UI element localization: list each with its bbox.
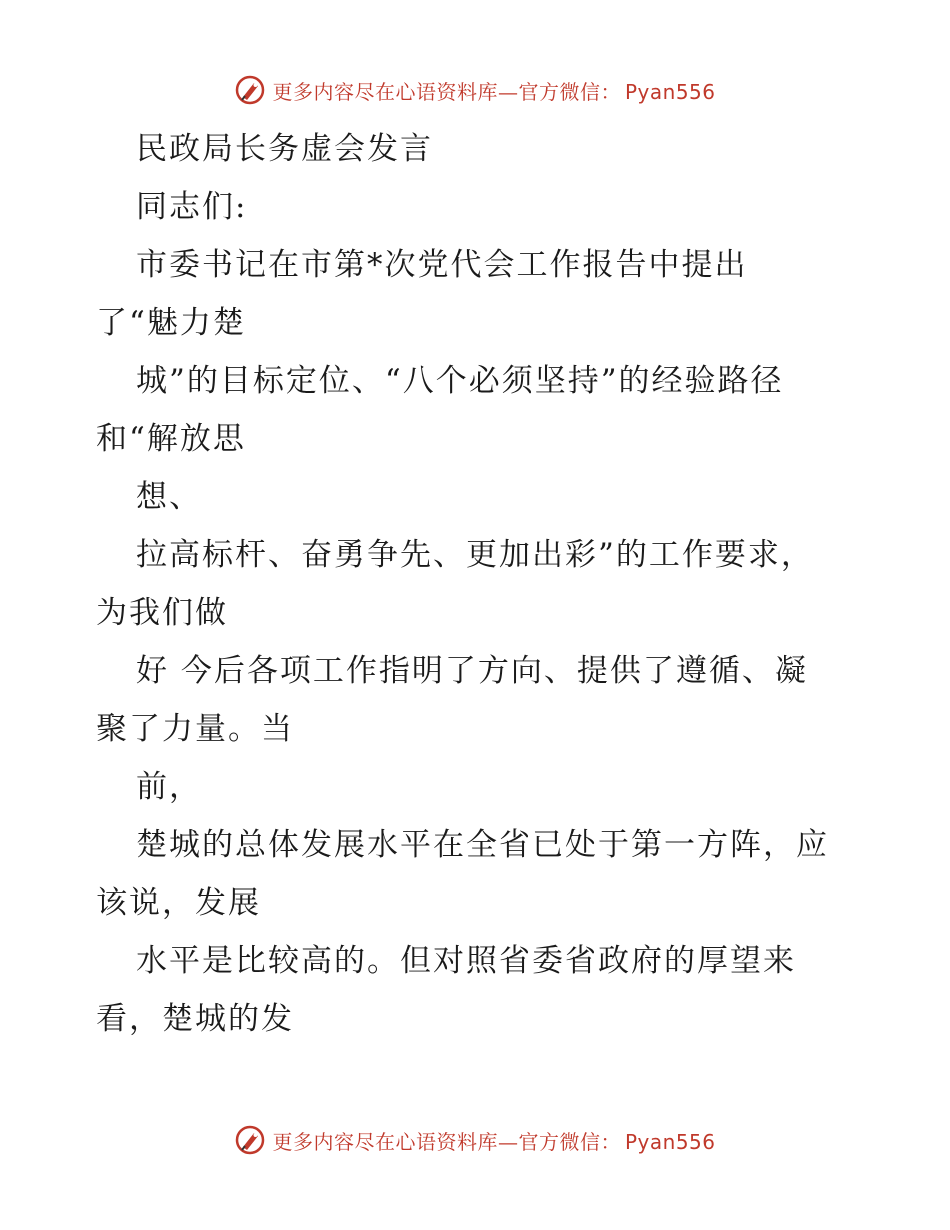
- document-line: 城”的目标定位、“八个必须坚持”的经验路径: [136, 363, 784, 399]
- document-line: 为我们做: [96, 595, 228, 631]
- banner-wechat-label: 官方微信：: [518, 1129, 621, 1154]
- document-body: [96, 120, 876, 1048]
- banner-text: [272, 1126, 715, 1155]
- document-line: 拉高标杆、奋勇争先、更加出彩”的工作要求，: [136, 537, 814, 573]
- document-line: 民政局长务虚会发言: [136, 131, 433, 167]
- document-line: 聚了力量。当: [96, 711, 294, 747]
- document-line: 了“魅力楚: [96, 305, 246, 341]
- footer-banner: [0, 1120, 950, 1160]
- banner-text: [272, 76, 715, 105]
- banner-dash: —: [497, 1129, 519, 1154]
- document-line: 前，: [136, 769, 202, 805]
- document-line: 楚城的总体发展水平在全省已处于第一方阵，应: [136, 827, 829, 863]
- document-line: 和“解放思: [96, 421, 246, 457]
- pen-nib-logo-icon: [234, 1124, 266, 1156]
- document-line: 该说，发展: [96, 885, 261, 921]
- banner-wechat-id: Pyan556: [624, 79, 716, 104]
- document-line: 同志们:: [136, 189, 248, 225]
- document-line: 市委书记在市第*次党代会工作报告中提出: [136, 247, 748, 283]
- banner-dash: —: [497, 79, 519, 104]
- header-banner: [0, 70, 950, 110]
- document-line: 水平是比较高的。但对照省委省政府的厚望来: [136, 943, 796, 979]
- banner-main-text: 更多内容尽在心语资料库: [272, 79, 498, 104]
- banner-wechat-label: 官方微信：: [518, 79, 621, 104]
- banner-main-text: 更多内容尽在心语资料库: [272, 1129, 498, 1154]
- banner-wechat-id: Pyan556: [624, 1129, 716, 1154]
- document-line: 想、: [136, 479, 202, 515]
- document-line: 好 今后各项工作指明了方向、提供了遵循、凝: [136, 653, 808, 689]
- pen-nib-logo-icon: [234, 74, 266, 106]
- document-line: 看，楚城的发: [96, 1001, 294, 1037]
